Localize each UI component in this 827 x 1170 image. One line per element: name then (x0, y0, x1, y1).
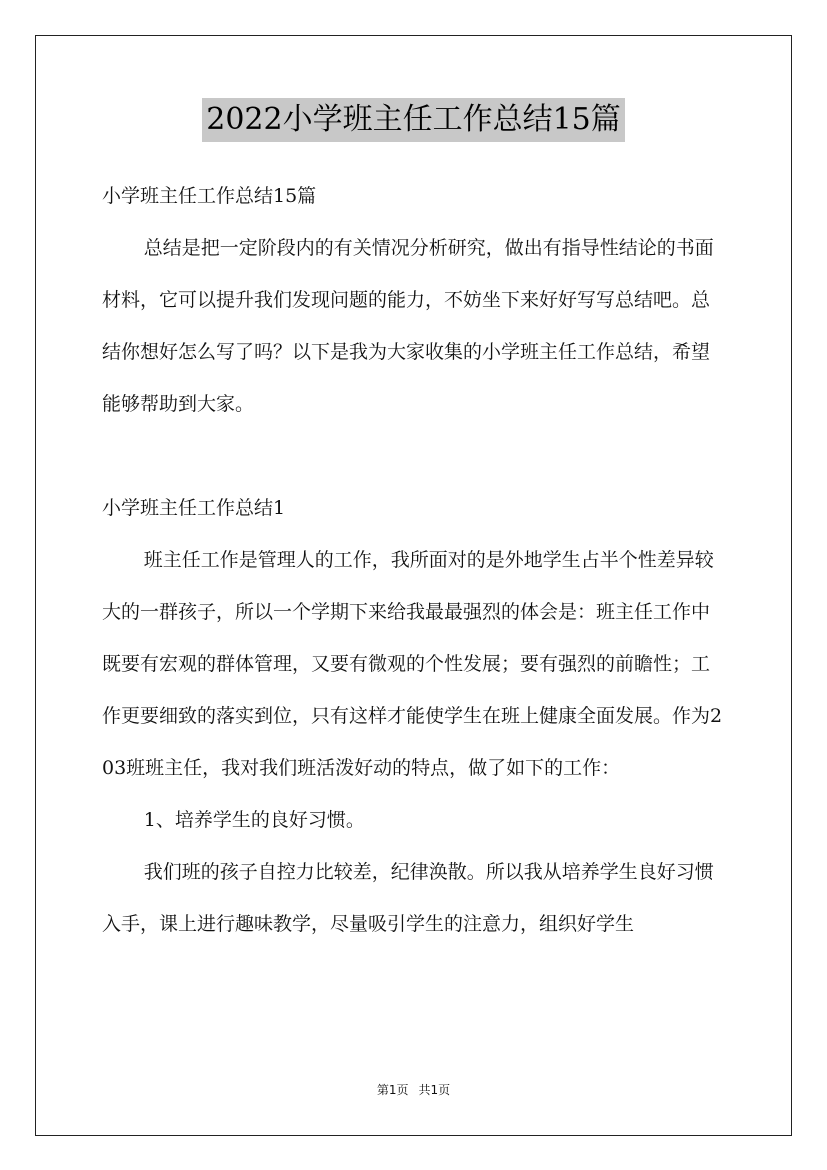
document-body (102, 170, 727, 950)
intro-paragraph: 总结是把一定阶段内的有关情况分析研究，做出有指导性结论的书面材料，它可以提升我们发现问题的能力，不妨坐下来好好写写总结吧。总结你想好怎么写了吗？以下是我为大家收集的小学班主任工作总结，希望能够帮助到大家。 (102, 237, 714, 415)
page-total: 共1页 (418, 1083, 451, 1097)
list-item: 1、培养学生的良好习惯。 (143, 809, 365, 831)
body-paragraph: 我们班的孩子自控力比较差，纪律涣散。所以我从培养学生良好习惯入手，课上进行趣味教学，尽量吸引学生的注意力，组织好学生 (102, 861, 714, 935)
title-container (0, 98, 827, 142)
document-subtitle: 小学班主任工作总结15篇 (102, 185, 317, 207)
page-footer (0, 1081, 827, 1099)
body-paragraph: 班主任工作是管理人的工作，我所面对的是外地学生占半个性差异较大的一群孩子，所以一个学期下来给我最最强烈的体会是：班主任工作中既要有宏观的群体管理，又要有微观的个性发展；要有强烈的前瞻性；工作更要细致的落实到位，只有这样才能使学生在班上健康全面发展。作为203班班主任，我对我们班活泼好动的特点，做了如下的工作： (102, 549, 723, 779)
page-number: 第1页 (376, 1083, 409, 1097)
document-title: 2022小学班主任工作总结15篇 (202, 98, 625, 142)
section-heading: 小学班主任工作总结1 (102, 497, 286, 519)
section-spacer (102, 430, 727, 482)
